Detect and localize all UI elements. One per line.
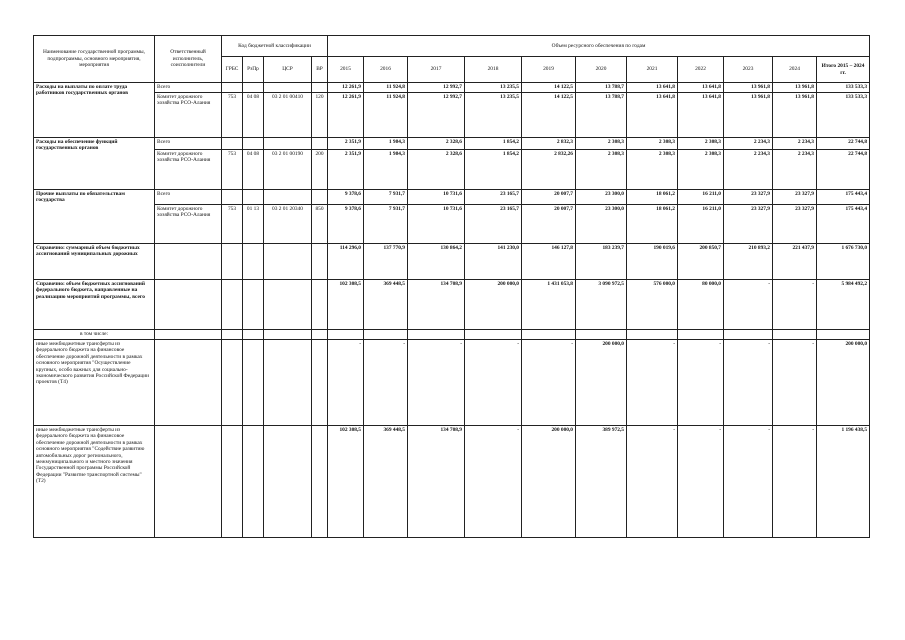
cell-value: - <box>627 426 678 538</box>
cell-value: 16 211,0 <box>678 205 724 244</box>
table-row <box>34 205 870 244</box>
row-name: Расходы на обеспечение функций государственных органов <box>34 138 155 190</box>
cell-value: 2 234,3 <box>773 138 817 150</box>
cell-value: 2 308,3 <box>678 138 724 150</box>
cell-value: 80 000,0 <box>678 280 724 330</box>
cell-value: 23 327,9 <box>773 190 817 205</box>
cell-value: 2 234,3 <box>724 138 773 150</box>
cell-total: 133 533,3 <box>817 93 870 138</box>
col-year: 2023 <box>724 57 773 83</box>
cell-rzpr: 04 08 <box>243 93 264 138</box>
cell-value: 3 090 972,5 <box>576 280 627 330</box>
cell-value: 102 308,5 <box>328 426 364 538</box>
col-year: 2022 <box>678 57 724 83</box>
cell-grbs: 753 <box>222 205 243 244</box>
cell-value: 23 165,7 <box>465 190 522 205</box>
cell-value: 13 961,8 <box>773 93 817 138</box>
cell-value: 114 296,0 <box>328 244 364 280</box>
cell-value: 141 230,0 <box>465 244 522 280</box>
cell-grbs: 753 <box>222 150 243 190</box>
cell-value: 12 992,7 <box>408 93 465 138</box>
cell-value: 102 308,5 <box>328 280 364 330</box>
cell-value: 9 378,6 <box>328 205 364 244</box>
cell-value: 23 327,9 <box>724 205 773 244</box>
col-year: 2017 <box>408 57 465 83</box>
cell-value: 369 448,5 <box>364 426 408 538</box>
ref-federal-name: Справочно: объем бюджетных ассигнований федерального бюджета, направленные на реализацию мероприятий программы, всего <box>34 280 155 330</box>
cell-value: 7 931,7 <box>364 205 408 244</box>
cell-value: 9 378,6 <box>328 190 364 205</box>
row-all-label: Всего <box>155 83 222 93</box>
col-vr: ВР <box>312 57 328 83</box>
cell-value: 200 850,7 <box>678 244 724 280</box>
table-row <box>34 340 870 426</box>
col-year: 2020 <box>576 57 627 83</box>
cell-value: 13 641,8 <box>678 93 724 138</box>
cell-value: 10 731,6 <box>408 205 465 244</box>
col-budget-code-header: Код бюджетной классификации <box>222 36 328 57</box>
row-executor: Комитет дорожного хозяйства РСО-Алания <box>155 205 222 244</box>
cell-total: 22 744,8 <box>817 138 870 150</box>
row-name: Расходы на выплаты по оплате труда работников государственных органов <box>34 83 155 138</box>
cell-value: 2 308,3 <box>576 138 627 150</box>
cell-grbs: 753 <box>222 93 243 138</box>
cell-csr: 03 2 01 00410 <box>264 93 312 138</box>
table-row <box>34 244 870 280</box>
cell-value: 18 061,2 <box>627 190 678 205</box>
cell-value: 13 788,7 <box>576 93 627 138</box>
cell-value: 14 122,5 <box>522 83 576 93</box>
cell-value: - <box>678 426 724 538</box>
col-grbs: ГРБС <box>222 57 243 83</box>
cell-rzpr: 04 08 <box>243 150 264 190</box>
cell-value: - <box>724 280 773 330</box>
cell-value: 1 431 053,8 <box>522 280 576 330</box>
cell-total: 175 443,4 <box>817 205 870 244</box>
cell-value: 13 961,8 <box>773 83 817 93</box>
cell-vr: 120 <box>312 93 328 138</box>
col-executor-header: Ответственный исполнитель, соисполнители <box>155 36 222 83</box>
table-row <box>34 330 870 340</box>
cell-value: - <box>465 426 522 538</box>
col-year: 2016 <box>364 57 408 83</box>
cell-value: 1 854,2 <box>465 150 522 190</box>
row-executor: Комитет дорожного хозяйства РСО-Алания <box>155 93 222 138</box>
col-year: 2021 <box>627 57 678 83</box>
cell-value: 7 931,7 <box>364 190 408 205</box>
cell-value: 11 924,8 <box>364 93 408 138</box>
cell-value: 190 019,6 <box>627 244 678 280</box>
cell-value: 2 308,3 <box>678 150 724 190</box>
cell-value: 23 327,9 <box>724 190 773 205</box>
cell-value: 12 261,9 <box>328 83 364 93</box>
col-year: 2019 <box>522 57 576 83</box>
cell-value: 13 641,8 <box>678 83 724 93</box>
cell-value: 13 961,8 <box>724 83 773 93</box>
row-name: Прочие выплаты по обязательствам государства <box>34 190 155 244</box>
cell-value: - <box>773 340 817 426</box>
cell-value: 2 234,3 <box>724 150 773 190</box>
cell-value: 13 641,8 <box>627 93 678 138</box>
t2-name: иные межбюджетные трансферты из федерального бюджета на финансовое обеспечение дорожной деятельности в рамках основного мероприятия "Содействие развитию автомобильных дорог регионального, межмуниципального и местного значения Государственной программы Российской Федерации "Развитие транспортной системы" (Т2) <box>34 426 155 538</box>
col-rzpr: РзПр <box>243 57 264 83</box>
row-all-label: Всего <box>155 138 222 150</box>
cell-value: 16 211,0 <box>678 190 724 205</box>
cell-value: - <box>364 340 408 426</box>
cell-value: 23 300,0 <box>576 205 627 244</box>
cell-value: 12 261,9 <box>328 93 364 138</box>
header-row <box>34 36 870 57</box>
cell-value: 2 351,9 <box>328 138 364 150</box>
cell-value: 2 832,3 <box>522 138 576 150</box>
cell-value: - <box>678 340 724 426</box>
col-csr: ЦСР <box>264 57 312 83</box>
col-total: Итого 2015 – 2024 гг. <box>817 57 870 83</box>
ref-total-name: Справочно: суммарный объем бюджетных ассигнований муниципальных дорожных <box>34 244 155 280</box>
cell-vr: 850 <box>312 205 328 244</box>
cell-total: 5 984 492,2 <box>817 280 870 330</box>
cell-value: 1 984,3 <box>364 138 408 150</box>
cell-value: - <box>724 340 773 426</box>
cell-value: 2 328,6 <box>408 150 465 190</box>
col-program-header: Наименование государственной программы, подпрограммы, основного мероприятия, мероприятия <box>34 36 155 83</box>
cell-value: 13 788,7 <box>576 83 627 93</box>
cell-value: 2 308,3 <box>627 138 678 150</box>
cell-value: 210 893,2 <box>724 244 773 280</box>
cell-value: 23 300,0 <box>576 190 627 205</box>
cell-value: - <box>627 340 678 426</box>
cell-value: 12 992,7 <box>408 83 465 93</box>
cell-value: - <box>408 340 465 426</box>
cell-value: 221 437,9 <box>773 244 817 280</box>
cell-rzpr: 01 13 <box>243 205 264 244</box>
table-row <box>34 150 870 190</box>
table-row <box>34 93 870 138</box>
cell-csr: 03 2 01 20340 <box>264 205 312 244</box>
cell-value: 13 641,8 <box>627 83 678 93</box>
table-row <box>34 190 870 205</box>
t4-name: иные межбюджетные трансферты из федерального бюджета на финансовое обеспечение дорожной деятельности в рамках основного мероприятия "Осуществление крупных, особо важных для социально-экономического развития Российской Федерации проектов (Т4) <box>34 340 155 426</box>
cell-value: 20 007,7 <box>522 190 576 205</box>
cell-value: 23 165,7 <box>465 205 522 244</box>
row-executor: Комитет дорожного хозяйства РСО-Алания <box>155 150 222 190</box>
cell-value: 10 731,6 <box>408 190 465 205</box>
cell-value: 11 924,8 <box>364 83 408 93</box>
cell-value: - <box>773 280 817 330</box>
cell-total: 175 443,4 <box>817 190 870 205</box>
cell-value: 13 235,5 <box>465 83 522 93</box>
cell-value: 14 122,5 <box>522 93 576 138</box>
col-year: 2024 <box>773 57 817 83</box>
including-label: в том числе: <box>34 330 155 340</box>
cell-value: 200 000,0 <box>522 426 576 538</box>
cell-total: 1 676 730,0 <box>817 244 870 280</box>
cell-value: 2 234,3 <box>773 150 817 190</box>
cell-value: 13 235,5 <box>465 93 522 138</box>
cell-value: 183 239,7 <box>576 244 627 280</box>
cell-value: - <box>328 340 364 426</box>
cell-value: 200 000,0 <box>465 280 522 330</box>
table-row <box>34 83 870 93</box>
cell-csr: 03 2 01 00190 <box>264 150 312 190</box>
cell-value: 137 770,9 <box>364 244 408 280</box>
budget-table <box>33 35 870 538</box>
cell-value: 1 984,3 <box>364 150 408 190</box>
cell-value: 2 351,9 <box>328 150 364 190</box>
cell-value: 576 000,0 <box>627 280 678 330</box>
cell-total: 133 533,3 <box>817 83 870 93</box>
cell-value: - <box>465 340 522 426</box>
cell-value: 369 448,5 <box>364 280 408 330</box>
cell-vr: 200 <box>312 150 328 190</box>
cell-value: 20 007,7 <box>522 205 576 244</box>
table-row <box>34 138 870 150</box>
cell-total: 200 000,0 <box>817 340 870 426</box>
cell-value: 389 972,5 <box>576 426 627 538</box>
cell-value: 146 127,8 <box>522 244 576 280</box>
cell-value: 134 708,9 <box>408 280 465 330</box>
cell-total: 22 744,8 <box>817 150 870 190</box>
cell-value: 2 308,3 <box>627 150 678 190</box>
cell-value: 18 061,2 <box>627 205 678 244</box>
cell-value: - <box>724 426 773 538</box>
cell-value: 2 328,6 <box>408 138 465 150</box>
cell-value: 2 832,26 <box>522 150 576 190</box>
col-funding-header: Объем ресурсного обеспечения по годам <box>328 36 870 57</box>
cell-value: 13 961,8 <box>724 93 773 138</box>
row-all-label: Всего <box>155 190 222 205</box>
cell-value: - <box>522 340 576 426</box>
cell-value: 200 000,0 <box>576 340 627 426</box>
cell-total: 1 196 438,5 <box>817 426 870 538</box>
col-year: 2018 <box>465 57 522 83</box>
cell-value: 1 854,2 <box>465 138 522 150</box>
table-row <box>34 280 870 330</box>
col-year: 2015 <box>328 57 364 83</box>
table-row <box>34 426 870 538</box>
cell-value: - <box>773 426 817 538</box>
cell-value: 23 327,9 <box>773 205 817 244</box>
cell-value: 134 708,9 <box>408 426 465 538</box>
cell-value: 2 308,3 <box>576 150 627 190</box>
cell-value: 130 864,2 <box>408 244 465 280</box>
